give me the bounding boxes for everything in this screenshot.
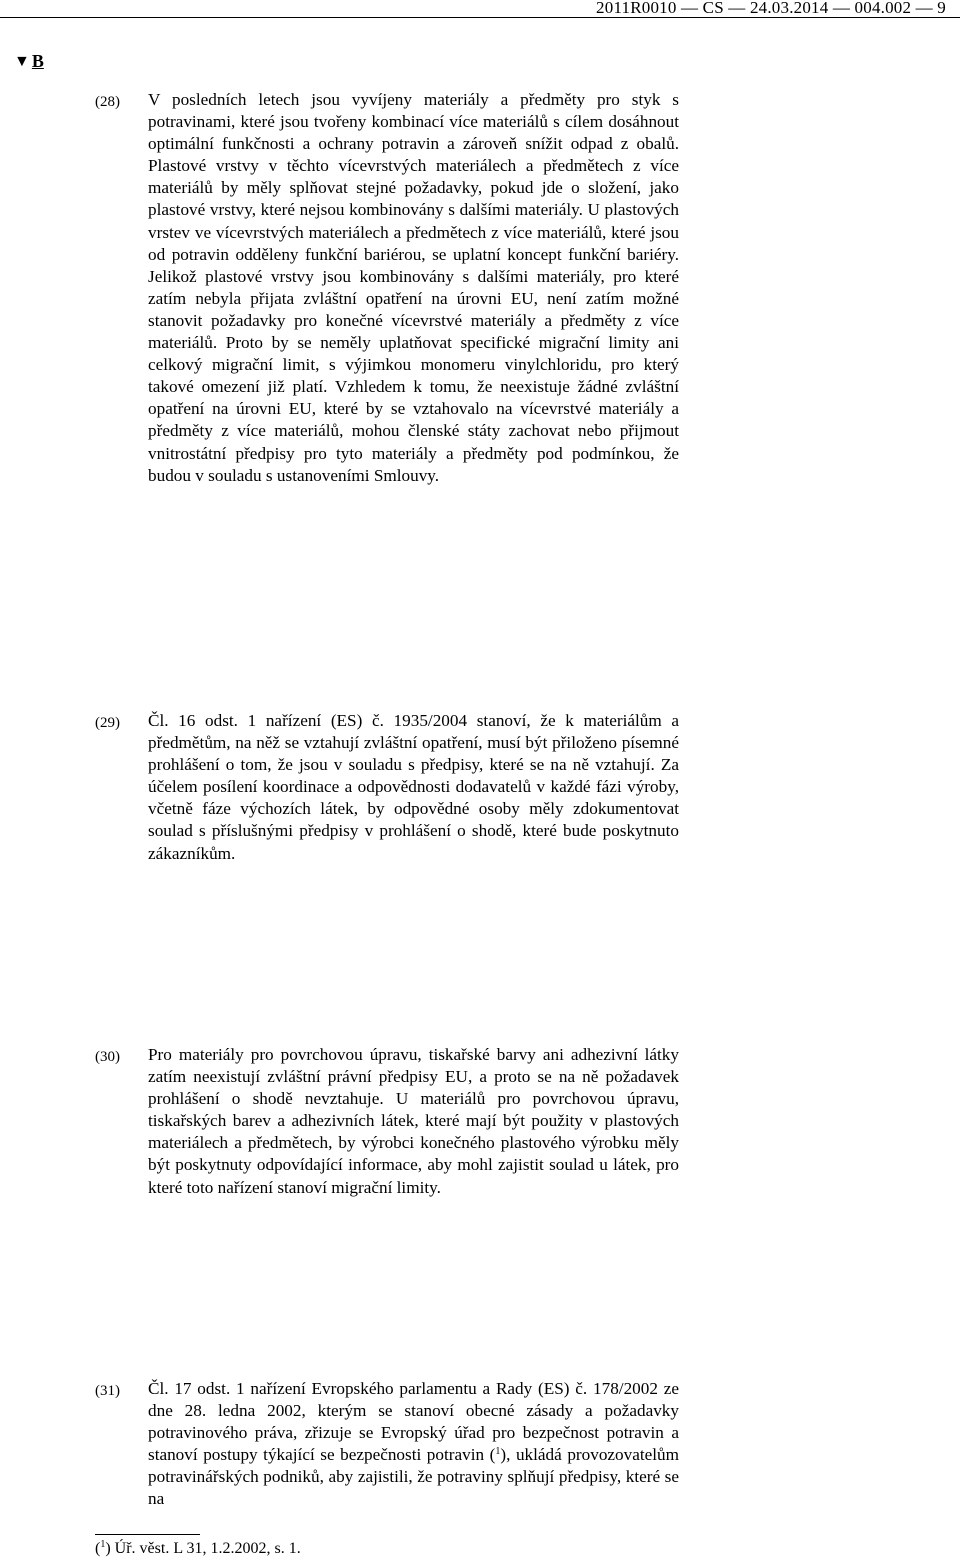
- recital-number: (28): [95, 94, 120, 110]
- marker-label: B: [31, 51, 44, 71]
- page-header: [0, 0, 960, 18]
- recital-text: Čl. 16 odst. 1 nařízení (ES) č. 1935/2004 stanoví, že k materiálům a předmětům, na něž se vztahují zvláštní opatření, musí být přiloženo písemné prohlášení o tom, že jsou v souladu s předpisy, které se na ně vztahují. Za účelem posílení koordinace a odpovědnosti dodavatelů v každé fázi výroby, včetně fáze výchozích látek, by odpovědné osoby měly zdokumentovat soulad s příslušnými předpisy v prohlášení o shodě, které bude poskytnuto zákazníkům.: [148, 711, 679, 863]
- recital-number: (29): [95, 715, 120, 731]
- recital-text-part: Čl. 17 odst. 1 nařízení Evropského parlamentu a Rady (ES) č. 178/2002 ze dne 28. ledna 2002, kterým se stanoví obecné zásady a požadavky potravinového práva, zřizuje se Evropský úřad pro bezpečnost potravin a stanoví postupy týkající se bezpečnosti potravin: [148, 1379, 679, 1465]
- footnote-reference[interactable]: 1: [495, 1446, 501, 1458]
- footnote-number: 1: [100, 1539, 106, 1550]
- recital-text: V posledních letech jsou vyvíjeny materiály a předměty pro styk s potravinami, které jsou tvořeny kombinací více materiálů s cílem dosáhnout optimální funkčnosti a ochrany potravin a zároveň snížit odpad z obalů. Plastové vrstvy v těchto vícevrstvých materiálech a předmětech z více materiálů by měly splňovat stejné požadavky, pokud jde o složení, jako plastové vrstvy, které nejsou kombinovány s dalšími materiály. U plastových vrstev ve vícevrstvých materiálech a předmětech z více materiálů, které jsou od potravin odděleny funkční bariérou, se uplatní koncept funkční bariéry. Jelikož plastové vrstvy jsou kombinovány s dalšími materiály, pro které zatím nebyla přijata zvláštní opatření na úrovni EU, není zatím možné stanovit požadavky pro konečné vícevrstvé materiály a předměty z více materiálů. Proto by se neměly uplatňovat specifické migrační limity ani celkový migrační limit, s výjimkou monomeru vinylchloridu, pro který takové omezení již platí. Vzhledem k tomu, že neexistuje žádné zvláštní opatření na úrovni EU, které by se vztahovalo na vícevrstvé materiály a předměty z více materiálů, mohou členské státy zachovat nebo přijmout vnitrostátní předpisy pro tyto materiály a předměty pod podmínkou, že budou v souladu s ustanoveními Smlouvy.: [148, 90, 679, 485]
- footnote-text: Úř. věst. L 31, 1.2.2002, s. 1.: [114, 1540, 301, 1557]
- recital-text: Pro materiály pro povrchovou úpravu, tiskařské barvy ani adhezivní látky zatím neexistují zvláštní právní předpisy EU, a proto se na ně požadavek prohlášení o shodě nevztahuje. U materiálů pro povrchovou úpravu, tiskařských barev a adhezivních látek, které mají být použity v plastových materiálech a předmětech, by výrobci konečného plastového výrobku měly být poskytnuty odpovídající informace, aby mohl zajistit soulad u látek, pro které toto nařízení stanoví migrační limity.: [148, 1045, 679, 1197]
- footnote-divider: [95, 1534, 200, 1535]
- recital-number: (31): [95, 1383, 120, 1399]
- triangle-down-icon: ▼: [14, 53, 30, 70]
- recital-number: (30): [95, 1049, 120, 1065]
- recital-text-part: , ukládá provozovatelům potravinářských podniků, aby zajistili, že potraviny splňují předpisy, které se na: [148, 1445, 679, 1509]
- document-reference: 2011R0010 — CS — 24.03.2014 — 004.002 — 9: [596, 0, 946, 17]
- footnote: ($^1$) Úř. věst. L 31, 1.2.2002, s. 1.: [95, 1539, 301, 1557]
- recital-text: Čl. 17 odst. 1 nařízení Evropského parlamentu a Rady (ES) č. 178/2002 ze dne 28. ledna 2002, kterým se stanoví obecné zásady a požadavky potravinového práva, zřizuje se Evropský úřad pro bezpečnost potravin a stanoví postupy týkající se bezpečnosti potravin ($^1$), ukládá provozovatelům potravinářských podniků, aby zajistili, že potraviny splňují předpisy, které se na: [148, 1379, 679, 1509]
- amendment-marker: [14, 49, 44, 74]
